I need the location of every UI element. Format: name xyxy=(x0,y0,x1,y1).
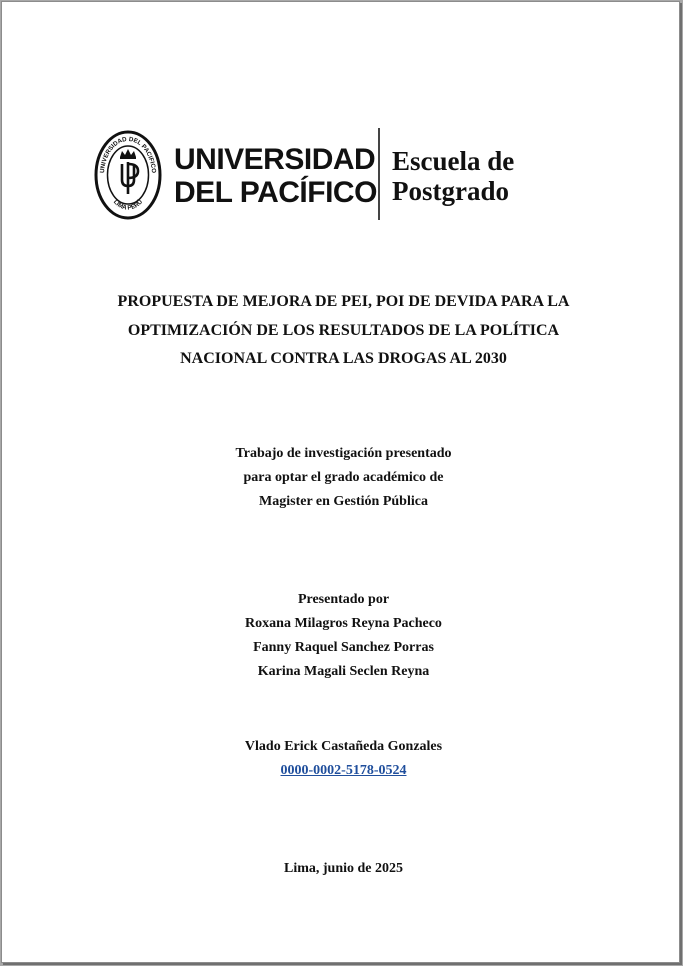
school-name-line2: Postgrado xyxy=(392,176,509,206)
seal-text-top: UNIVERSIDAD DEL PACIFICO xyxy=(99,135,158,174)
title-line: PROPUESTA DE MEJORA DE PEI, POI DE DEVIDA PARA LA xyxy=(117,293,570,310)
author-name: Roxana Milagros Reyna Pacheco xyxy=(245,616,442,631)
purpose-line: Magister en Gestión Pública xyxy=(259,494,428,509)
logo-divider xyxy=(378,128,380,220)
purpose-line: para optar el grado académico de xyxy=(243,470,444,485)
place-date: Lima, junio de 2025 xyxy=(283,861,403,876)
school-name-line1: Escuela de xyxy=(392,146,515,176)
thesis-title xyxy=(62,288,625,374)
university-seal-icon xyxy=(94,130,162,220)
university-logo xyxy=(94,128,534,222)
authors-section xyxy=(142,588,545,684)
svg-text:LIMA PERÚ xyxy=(112,198,145,212)
advisor-section xyxy=(142,735,545,783)
university-name-line1: UNIVERSIDAD xyxy=(174,143,376,176)
author-name: Karina Magali Seclen Reyna xyxy=(257,664,430,679)
title-line: OPTIMIZACIÓN DE LOS RESULTADOS DE LA POLÍTICA xyxy=(127,321,560,339)
document-page xyxy=(1,1,680,963)
purpose-line: Trabajo de investigación presentado xyxy=(235,446,452,461)
author-name: Fanny Raquel Sanchez Porras xyxy=(253,640,434,655)
advisor-orcid-link[interactable]: 0000-0002-5178-0524 xyxy=(280,763,407,778)
advisor-name: Vlado Erick Castañeda Gonzales xyxy=(244,739,443,754)
purpose-statement xyxy=(142,442,545,514)
title-line: NACIONAL CONTRA LAS DROGAS AL 2030 xyxy=(180,350,507,367)
university-name-line2: DEL PACÍFICO xyxy=(174,176,377,209)
seal-text-bottom: LIMA PERÚ xyxy=(111,198,145,212)
authors-heading: Presentado por xyxy=(297,592,390,607)
